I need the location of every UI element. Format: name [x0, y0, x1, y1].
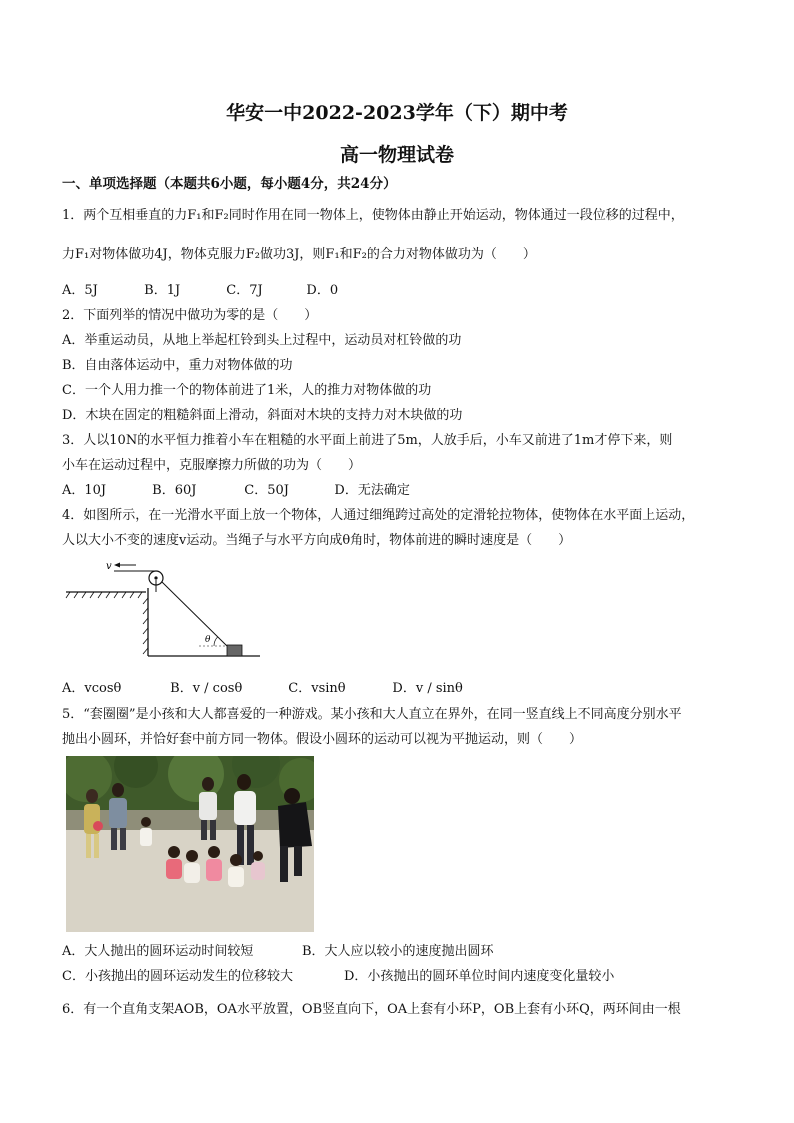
- q1-option-b: B．1J: [144, 283, 181, 298]
- q2-option-c: C．一个人用力推一个的物体前进了1米，人的推力对物体做的功: [62, 383, 432, 398]
- q5-option-b: B．大人应以较小的速度抛出圆环: [302, 944, 494, 959]
- velocity-label: v: [106, 561, 112, 572]
- q1-options: [62, 282, 338, 300]
- q5-option-d: D．小孩抛出的圆环单位时间内速度变化量较小: [344, 969, 615, 984]
- ring-toss-photo: [66, 756, 314, 932]
- velocity-arrowhead-icon: [114, 563, 120, 568]
- block-icon: [227, 645, 242, 656]
- q3-line2: 小车在运动过程中，克服摩擦力所做的功为（ ）: [62, 458, 362, 473]
- q1-line2: 力F₁对物体做功4J，物体克服力F₂做功3J，则F₁和F₂的合力对物体做功为（ ）: [62, 247, 536, 262]
- q1-line1: 1．两个互相垂直的力F₁和F₂同时作用在同一物体上，使物体由静止开始运动，物体通过一段位移的过程中，: [62, 208, 684, 223]
- q3-option-d: D．无法确定: [334, 483, 410, 498]
- q4-option-b: B．v / cosθ: [170, 681, 243, 696]
- pulley-axle: [154, 576, 157, 579]
- angle-arc-icon: [214, 637, 218, 646]
- q2-stem: 2．下面列举的情况中做功为零的是（ ）: [62, 308, 318, 323]
- q3-option-c: C．50J: [244, 483, 289, 498]
- q5-option-a: A．大人抛出的圆环运动时间较短: [62, 944, 254, 959]
- q3-line1: 3．人以10N的水平恒力推着小车在粗糙的水平面上前进了5m，人放手后，小车又前进了1m才停下来，则: [62, 433, 673, 448]
- q4-pulley-figure: [62, 558, 267, 660]
- q4-line1: 4．如图所示，在一光滑水平面上放一个物体，人通过细绳跨过高处的定滑轮拉物体，使物体在水平面上运动，: [62, 508, 695, 523]
- theta-label: θ: [205, 635, 211, 645]
- q1-option-d: D．0: [306, 283, 339, 298]
- q2-option-a: A．举重运动员，从地上举起杠铃到头上过程中，运动员对杠铃做的功: [62, 333, 462, 348]
- q3-options: [62, 482, 410, 500]
- q2-option-d: D．木块在固定的粗糙斜面上滑动，斜面对木块的支持力对木块做的功: [62, 408, 463, 423]
- q4-option-d: D．v / sinθ: [392, 681, 463, 696]
- q4-option-c: C．vsinθ: [288, 681, 346, 696]
- q4-line2: 人以大小不变的速度v运动。当绳子与水平方向成θ角时，物体前进的瞬时速度是（ ）: [62, 533, 572, 548]
- q3-option-b: B．60J: [152, 483, 197, 498]
- section-heading: 一、单项选择题（本题共6小题，每小题4分，共24分）: [62, 176, 397, 192]
- q5-option-row2: [62, 968, 614, 986]
- q5-line1: 5．“套圈圈”是小孩和大人都喜爱的一种游戏。某小孩和大人直立在界外，在同一竖直线上不同高度分别水平: [62, 707, 682, 722]
- q4-options: [62, 680, 463, 698]
- q1-option-c: C．7J: [226, 283, 263, 298]
- q5-option-row1: [62, 943, 494, 961]
- q6-line1: 6．有一个直角支架AOB，OA水平放置，OB竖直向下，OA上套有小环P，OB上套有小环Q，两环间由一根: [62, 1002, 681, 1017]
- q4-option-a: A．vcosθ: [62, 681, 122, 696]
- q1-option-a: A．5J: [62, 283, 98, 298]
- upper-ground-hatch: [66, 592, 142, 598]
- exam-title: 华安一中2022-2023学年（下）期中考: [226, 102, 568, 124]
- cliff-hatch: [143, 598, 148, 654]
- exam-subtitle: 高一物理试卷: [339, 144, 454, 166]
- rope-slanted: [162, 582, 227, 646]
- q2-option-b: B．自由落体运动中，重力对物体做的功: [62, 358, 293, 373]
- q5-line2: 抛出小圆环，并恰好套中前方同一物体。假设小圆环的运动可以视为平抛运动，则（ ）: [62, 732, 583, 747]
- q3-option-a: A．10J: [62, 483, 107, 498]
- q5-option-c: C．小孩抛出的圆环运动发生的位移较大: [62, 969, 293, 984]
